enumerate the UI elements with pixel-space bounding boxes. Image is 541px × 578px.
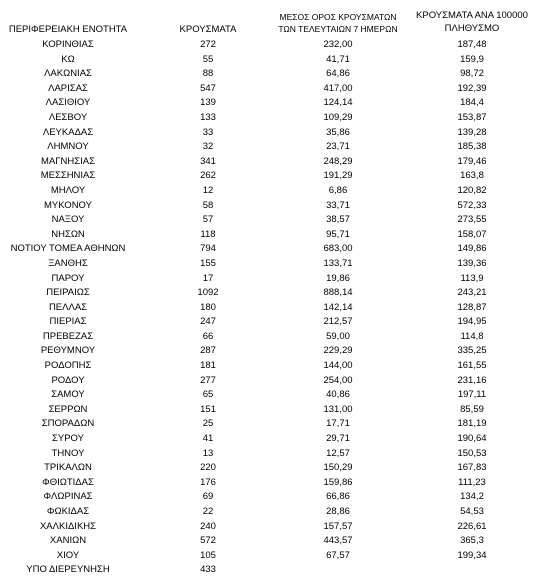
cell-avg7: 12,57 bbox=[326, 447, 350, 459]
cell-cases: 155 bbox=[200, 257, 216, 269]
cell-region: ΝΟΤΙΟΥ ΤΟΜΕΑ ΑΘΗΝΩΝ bbox=[10, 243, 126, 255]
cell-per100k: 199,34 bbox=[457, 549, 487, 561]
cell-cases: 69 bbox=[202, 491, 214, 503]
cell-per100k: 98,72 bbox=[460, 68, 484, 80]
table-row bbox=[0, 140, 541, 155]
cell-per100k: 179,46 bbox=[457, 155, 487, 167]
cell-per100k: 153,87 bbox=[457, 111, 487, 123]
cell-avg7: 19,86 bbox=[326, 272, 350, 284]
table-row bbox=[0, 111, 541, 126]
cell-per100k: 150,53 bbox=[457, 447, 487, 459]
cell-per100k: 114,8 bbox=[460, 330, 484, 342]
cell-region: ΚΩ bbox=[61, 53, 75, 65]
table-row bbox=[0, 257, 541, 272]
cell-cases: 105 bbox=[200, 549, 216, 561]
cell-region: ΝΑΞΟΥ bbox=[51, 214, 85, 226]
cell-avg7: 33,71 bbox=[326, 199, 350, 211]
table-row bbox=[0, 461, 541, 476]
cell-avg7: 29,71 bbox=[326, 433, 350, 445]
cell-per100k: 120,82 bbox=[457, 184, 487, 196]
cell-cases: 58 bbox=[202, 199, 214, 211]
cell-region: ΜΕΣΣΗΝΙΑΣ bbox=[40, 170, 96, 182]
cell-avg7: 248,29 bbox=[323, 155, 353, 167]
cell-cases: 88 bbox=[202, 68, 214, 80]
table-row bbox=[0, 82, 541, 97]
cell-region: ΛΑΣΙΘΙΟΥ bbox=[45, 97, 91, 109]
cell-cases: 65 bbox=[202, 389, 214, 401]
cell-cases: 55 bbox=[202, 53, 214, 65]
cell-per100k: 128,87 bbox=[457, 301, 487, 313]
table-row bbox=[0, 563, 541, 578]
cell-per100k: 187,48 bbox=[457, 39, 487, 50]
cell-avg7: 59,00 bbox=[326, 330, 350, 342]
cell-per100k: 226,61 bbox=[457, 520, 487, 532]
cell-region: ΥΠΟ ΔΙΕΡΕΥΝΗΣΗ bbox=[26, 564, 110, 576]
cell-cases: 181 bbox=[200, 360, 216, 372]
cell-per100k: 335,25 bbox=[457, 345, 487, 357]
cell-region: ΛΗΜΝΟΥ bbox=[47, 141, 89, 153]
cell-avg7: 6,86 bbox=[328, 184, 348, 196]
cell-region: ΝΗΣΩΝ bbox=[51, 228, 85, 240]
cell-per100k: 85,59 bbox=[460, 403, 484, 415]
cell-cases: 180 bbox=[200, 301, 216, 313]
cell-cases: 12 bbox=[202, 184, 214, 196]
cell-region: ΠΕΛΛΑΣ bbox=[48, 301, 88, 313]
cell-region: ΜΗΛΟΥ bbox=[50, 184, 86, 196]
cell-region: ΤΗΝΟΥ bbox=[51, 447, 85, 459]
cell-cases: 33 bbox=[202, 126, 214, 138]
cell-region: ΣΑΜΟΥ bbox=[51, 389, 85, 401]
cell-region: ΦΘΙΩΤΙΔΑΣ bbox=[42, 476, 94, 488]
table-row bbox=[0, 96, 541, 111]
cell-cases: 13 bbox=[202, 447, 214, 459]
table-row bbox=[0, 344, 541, 359]
cell-avg7: 191,29 bbox=[323, 170, 353, 182]
table-row bbox=[0, 315, 541, 330]
cell-region: ΚΟΡΙΝΘΙΑΣ bbox=[42, 39, 94, 50]
cell-cases: 240 bbox=[200, 520, 216, 532]
table-row bbox=[0, 286, 541, 301]
cell-per100k: 167,83 bbox=[457, 462, 487, 474]
table-body bbox=[0, 38, 541, 578]
cell-cases: 22 bbox=[202, 506, 214, 517]
cell-region: ΧΙΟΥ bbox=[56, 549, 80, 561]
header-avg7-line2: ΤΩΝ ΤΕΛΕΥΤΑΙΩΝ 7 ΗΜΕΡΩΝ bbox=[278, 24, 398, 34]
header-avg7 bbox=[263, 11, 413, 35]
cell-avg7: 124,14 bbox=[323, 97, 353, 109]
cell-per100k: 197,11 bbox=[457, 389, 487, 401]
cell-per100k: 161,55 bbox=[457, 360, 487, 372]
cell-cases: 118 bbox=[200, 228, 216, 240]
cell-region: ΛΕΥΚΑΔΑΣ bbox=[42, 126, 94, 138]
cell-per100k: 273,55 bbox=[457, 214, 487, 226]
cell-avg7: 131,00 bbox=[323, 403, 353, 415]
cell-avg7: 229,29 bbox=[323, 345, 353, 357]
table-row bbox=[0, 520, 541, 535]
cell-avg7: 67,57 bbox=[326, 549, 350, 561]
cell-region: ΤΡΙΚΑΛΩΝ bbox=[44, 462, 92, 474]
cell-avg7: 66,86 bbox=[326, 491, 350, 503]
cell-region: ΧΑΝΙΩΝ bbox=[49, 535, 87, 547]
cell-per100k: 572,33 bbox=[457, 199, 487, 211]
table-row bbox=[0, 476, 541, 491]
cell-per100k: 190,64 bbox=[457, 433, 487, 445]
cell-per100k: 181,19 bbox=[457, 418, 487, 430]
cell-per100k: 113,9 bbox=[460, 272, 484, 284]
cell-avg7: 683,00 bbox=[323, 243, 353, 255]
table-row bbox=[0, 169, 541, 184]
table-row bbox=[0, 359, 541, 374]
table-row bbox=[0, 388, 541, 403]
cell-cases: 66 bbox=[202, 330, 214, 342]
table-row bbox=[0, 403, 541, 418]
cell-region: ΡΟΔΟΥ bbox=[51, 374, 85, 386]
table-row bbox=[0, 126, 541, 141]
table-row bbox=[0, 374, 541, 389]
table-row bbox=[0, 184, 541, 199]
cell-per100k: 185,38 bbox=[457, 141, 487, 153]
table-row bbox=[0, 242, 541, 257]
cell-cases: 1092 bbox=[197, 287, 219, 299]
cell-region: ΣΥΡΟΥ bbox=[52, 433, 84, 445]
cell-per100k: 163,8 bbox=[460, 170, 484, 182]
cell-cases: 32 bbox=[202, 141, 214, 153]
cell-per100k: 243,21 bbox=[457, 287, 487, 299]
cell-region: ΜΑΓΝΗΣΙΑΣ bbox=[41, 155, 95, 167]
cell-cases: 277 bbox=[200, 374, 216, 386]
cell-avg7: 212,57 bbox=[323, 316, 353, 328]
table-row bbox=[0, 213, 541, 228]
cell-avg7: 144,00 bbox=[323, 360, 353, 372]
table-row bbox=[0, 38, 541, 53]
cell-region: ΠΙΕΡΙΑΣ bbox=[49, 316, 87, 328]
cell-avg7: 28,86 bbox=[326, 506, 350, 517]
cell-avg7: 133,71 bbox=[323, 257, 353, 269]
table-row bbox=[0, 549, 541, 564]
cell-region: ΣΕΡΡΩΝ bbox=[48, 403, 88, 415]
cell-avg7: 109,29 bbox=[323, 111, 353, 123]
cell-per100k: 365,3 bbox=[460, 535, 484, 547]
cell-avg7: 38,57 bbox=[326, 214, 350, 226]
cell-avg7: 64,86 bbox=[326, 68, 350, 80]
cell-avg7: 142,14 bbox=[323, 301, 353, 313]
table-row bbox=[0, 417, 541, 432]
cell-region: ΠΑΡΟΥ bbox=[51, 272, 85, 284]
cell-cases: 341 bbox=[200, 155, 216, 167]
table-row bbox=[0, 432, 541, 447]
table-row bbox=[0, 534, 541, 549]
cell-region: ΧΑΛΚΙΔΙΚΗΣ bbox=[39, 520, 97, 532]
cell-cases: 272 bbox=[200, 39, 216, 50]
cell-region: ΛΕΣΒΟΥ bbox=[48, 111, 88, 123]
cell-cases: 220 bbox=[200, 462, 216, 474]
cell-region: ΡΟΔΟΠΗΣ bbox=[44, 360, 92, 372]
cell-cases: 433 bbox=[200, 564, 216, 576]
table-row bbox=[0, 228, 541, 243]
cell-cases: 41 bbox=[202, 433, 214, 445]
cell-per100k: 54,53 bbox=[460, 506, 484, 517]
cell-region: ΞΑΝΘΗΣ bbox=[48, 257, 88, 269]
table-row bbox=[0, 447, 541, 462]
cell-cases: 247 bbox=[200, 316, 216, 328]
table-row bbox=[0, 505, 541, 520]
table-row bbox=[0, 53, 541, 68]
cell-avg7: 23,71 bbox=[326, 141, 350, 153]
header-region-text: ΠΕΡΙΦΕΡΕΙΑΚΗ ΕΝΟΤΗΤΑ bbox=[8, 24, 128, 35]
header-region bbox=[0, 24, 136, 35]
cell-avg7: 159,86 bbox=[323, 476, 353, 488]
cell-cases: 25 bbox=[202, 418, 214, 430]
cell-cases: 176 bbox=[200, 476, 216, 488]
cell-avg7: 417,00 bbox=[323, 82, 353, 94]
cell-per100k: 194,95 bbox=[457, 316, 487, 328]
cell-avg7: 150,29 bbox=[323, 462, 353, 474]
cell-avg7: 443,57 bbox=[323, 535, 353, 547]
cell-cases: 17 bbox=[202, 272, 214, 284]
cell-cases: 262 bbox=[200, 170, 216, 182]
cell-cases: 151 bbox=[200, 403, 216, 415]
cell-cases: 287 bbox=[200, 345, 216, 357]
header-cases bbox=[173, 24, 243, 35]
cell-per100k: 231,16 bbox=[457, 374, 487, 386]
cell-avg7: 35,86 bbox=[326, 126, 350, 138]
cell-region: ΦΛΩΡΙΝΑΣ bbox=[43, 491, 93, 503]
cell-cases: 547 bbox=[200, 82, 216, 94]
header-avg7-line1: ΜΕΣΟΣ ΟΡΟΣ ΚΡΟΥΣΜΑΤΩΝ bbox=[279, 12, 397, 22]
cell-per100k: 159,9 bbox=[460, 53, 484, 65]
table-row bbox=[0, 301, 541, 316]
cell-per100k: 158,07 bbox=[457, 228, 487, 240]
cell-per100k: 134,2 bbox=[460, 491, 484, 503]
table-row bbox=[0, 272, 541, 287]
table-row bbox=[0, 330, 541, 345]
header-cases-text: ΚΡΟΥΣΜΑΤΑ bbox=[179, 24, 237, 35]
cell-cases: 139 bbox=[200, 97, 216, 109]
cell-region: ΛΑΚΩΝΙΑΣ bbox=[44, 68, 92, 80]
cell-cases: 57 bbox=[202, 214, 214, 226]
header-per100k-line1: ΚΡΟΥΣΜΑΤΑ ΑΝΑ 100000 bbox=[416, 10, 528, 21]
table-row bbox=[0, 199, 541, 214]
cell-per100k: 149,86 bbox=[457, 243, 487, 255]
cell-region: ΛΑΡΙΣΑΣ bbox=[48, 82, 88, 94]
header-per100k bbox=[403, 9, 541, 35]
cell-per100k: 192,39 bbox=[457, 82, 487, 94]
cell-avg7: 232,00 bbox=[323, 39, 353, 50]
cell-avg7: 41,71 bbox=[326, 53, 350, 65]
cell-region: ΦΩΚΙΔΑΣ bbox=[46, 506, 90, 517]
cell-region: ΜΥΚΟΝΟΥ bbox=[44, 199, 92, 211]
cell-cases: 572 bbox=[200, 535, 216, 547]
cell-region: ΠΡΕΒΕΖΑΣ bbox=[42, 330, 94, 342]
cell-avg7: 254,00 bbox=[323, 374, 353, 386]
cell-region: ΡΕΘΥΜΝΟΥ bbox=[40, 345, 96, 357]
cell-avg7: 17,71 bbox=[326, 418, 350, 430]
cell-per100k: 139,28 bbox=[457, 126, 487, 138]
table-row bbox=[0, 67, 541, 82]
cell-per100k: 111,23 bbox=[458, 476, 486, 488]
cell-per100k: 139,36 bbox=[457, 257, 487, 269]
cell-per100k: 184,4 bbox=[460, 97, 484, 109]
cell-avg7: 40,86 bbox=[326, 389, 350, 401]
cell-avg7: 157,57 bbox=[323, 520, 353, 532]
table-row bbox=[0, 155, 541, 170]
cell-avg7: 95,71 bbox=[326, 228, 350, 240]
table-row bbox=[0, 490, 541, 505]
cell-region: ΠΕΙΡΑΙΩΣ bbox=[46, 287, 90, 299]
cell-region: ΣΠΟΡΑΔΩΝ bbox=[41, 418, 95, 430]
cell-cases: 133 bbox=[200, 111, 216, 123]
header-per100k-line2: ΠΛΗΘΥΣΜΟ bbox=[444, 23, 500, 34]
cell-avg7: 888,14 bbox=[323, 287, 353, 299]
cell-cases: 794 bbox=[200, 243, 216, 255]
